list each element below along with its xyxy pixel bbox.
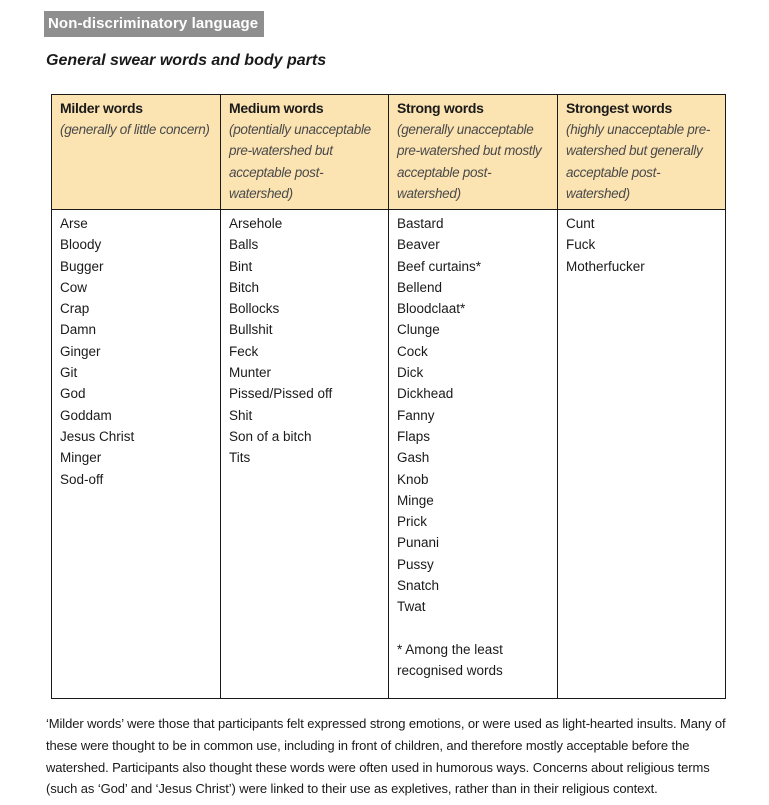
word-item: Bastard xyxy=(397,216,444,231)
word-item: Bollocks xyxy=(229,301,280,317)
column-subtitle: (potentially unacceptable pre-watershed but acceptable post-watershed) xyxy=(229,122,371,201)
column-subtitle: (highly unacceptable pre-watershed but generally acceptable post-watershed) xyxy=(566,122,711,201)
swear-words-table xyxy=(51,94,726,699)
column-title: Medium words xyxy=(229,100,324,116)
word-item: Bloody xyxy=(60,237,102,253)
word-item: Bullshit xyxy=(229,322,273,338)
word-item: Pussy xyxy=(397,556,434,572)
column-title: Strongest words xyxy=(566,100,672,116)
footnote: * Among the least recognised words xyxy=(397,641,503,679)
word-item: Dickhead xyxy=(397,386,454,402)
word-item: God xyxy=(60,386,86,402)
word-item: Flaps xyxy=(397,428,431,444)
word-item: Fuck xyxy=(566,237,596,253)
word-item: Git xyxy=(60,365,78,381)
word-list-cell xyxy=(52,210,221,699)
column-header xyxy=(221,95,389,210)
word-item: Beef curtains* xyxy=(397,258,482,274)
word-item: Crap xyxy=(60,301,90,317)
word-item: Son of a bitch xyxy=(229,428,312,444)
word-item: Munter xyxy=(229,365,272,381)
word-item: Dick xyxy=(397,365,424,381)
word-item: Minge xyxy=(397,492,434,508)
word-item: Punani xyxy=(397,535,440,551)
word-item: Shit xyxy=(229,407,253,423)
word-item: Bitch xyxy=(229,279,260,295)
word-list-cell xyxy=(389,210,558,699)
word-item: Feck xyxy=(229,343,259,359)
word-item: Fanny xyxy=(397,407,435,423)
word-item: Snatch xyxy=(397,578,440,594)
word-item: Twat xyxy=(397,599,426,615)
word-item: Prick xyxy=(397,514,427,530)
word-item: Damn xyxy=(60,322,97,338)
word-item: Bugger xyxy=(60,258,104,274)
table-body-row xyxy=(52,210,726,699)
word-item: Gash xyxy=(397,450,430,466)
word-item: Minger xyxy=(60,450,102,466)
body-paragraph: ‘Milder words’ were those that participants felt expressed strong emotions, or were used as light-hearted insults. Many of these were thought to be in common use, including in front of children, and therefore mostly acceptable before the watershed. Participants also thought these words were often used in humorous ways. Concerns about religious terms (such as ‘God’ and ‘Jesus Christ’) were linked to their use as expletives, rather than in their religious context. xyxy=(46,716,726,797)
section-label: Non-discriminatory language xyxy=(44,11,264,37)
word-item: Cunt xyxy=(566,216,595,231)
table-header-row xyxy=(52,95,726,210)
word-item: Jesus Christ xyxy=(60,428,135,444)
word-item: Bint xyxy=(229,258,253,274)
word-item: Bloodclaat* xyxy=(397,301,466,317)
table-heading: General swear words and body parts xyxy=(46,52,327,69)
word-item: Ginger xyxy=(60,343,101,359)
word-item: Pissed/Pissed off xyxy=(229,386,333,402)
word-item: Arse xyxy=(60,216,88,231)
column-header xyxy=(558,95,726,210)
column-header xyxy=(52,95,221,210)
column-title: Strong words xyxy=(397,100,484,116)
column-subtitle: (generally of little concern) xyxy=(60,122,210,137)
word-item: Tits xyxy=(229,450,251,466)
column-header xyxy=(389,95,558,210)
word-item: Cock xyxy=(397,343,428,359)
word-item: Arsehole xyxy=(229,216,283,231)
word-list-cell xyxy=(558,210,726,699)
word-item: Bellend xyxy=(397,279,443,295)
column-subtitle: (generally unacceptable pre-watershed but mostly acceptable post-watershed) xyxy=(397,122,542,201)
word-item: Beaver xyxy=(397,237,440,253)
word-list-cell xyxy=(221,210,389,699)
word-item: Motherfucker xyxy=(566,258,645,274)
word-item: Balls xyxy=(229,237,259,253)
word-item: Sod-off xyxy=(60,471,104,487)
column-title: Milder words xyxy=(60,100,143,116)
word-item: Cow xyxy=(60,279,88,295)
word-item: Goddam xyxy=(60,407,112,423)
word-item: Knob xyxy=(397,471,429,487)
word-item: Clunge xyxy=(397,322,440,338)
